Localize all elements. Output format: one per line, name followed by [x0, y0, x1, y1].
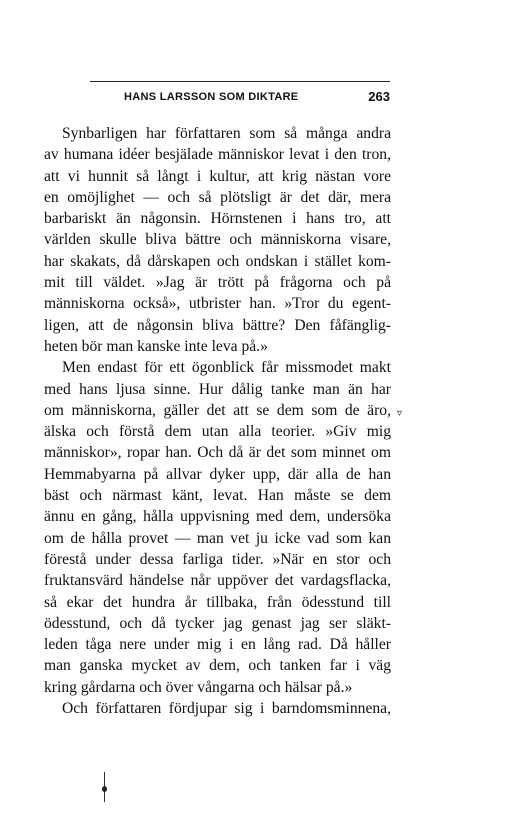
- text-line: världen skulle bliva bättre och människorna visare,: [44, 231, 391, 249]
- text-line: att vi hunnit så långt i kultur, att krig nästan vore: [44, 167, 391, 185]
- text-line: människorna också», utbrister han. »Tror du egent-: [44, 295, 391, 313]
- text-line: Synbarligen har författaren som så många andra: [62, 125, 391, 142]
- text-line: människor», ropar han. Och då är det som minnet om: [44, 444, 391, 462]
- paragraph: [44, 357, 391, 698]
- paragraph: [44, 698, 391, 719]
- page-header: [44, 89, 391, 107]
- text-line: kring gårdarna och över vångarna och hälsar på.»: [44, 678, 353, 696]
- text-line: om människorna, gäller det att se dem som de äro,: [44, 401, 391, 419]
- text-line: om de hålla provet — man vet ju icke vad som kan: [44, 529, 391, 547]
- printer-mark-dot: [102, 786, 107, 792]
- text-line: barbariskt än någonsin. Hörnstenen i hans tro, att: [44, 210, 391, 228]
- text-line: förestå under dessa farliga tider. »När en stor och: [44, 550, 391, 568]
- text-line: så ekar det hundra år tillbaka, från ödesstund till: [44, 593, 391, 611]
- text-line: mit till väldet. »Jag är trött på frågorna och på: [44, 274, 391, 292]
- text-line: Men endast för ett ögonblick får missmodet makt: [62, 359, 391, 377]
- text-line: heten bör man kanske inte leva på.»: [44, 337, 268, 355]
- printer-mark-icon: [102, 772, 108, 802]
- margin-mark-icon: ▿: [397, 408, 403, 419]
- body-text: [44, 123, 391, 719]
- text-line: med hans ljusa sinne. Hur dålig tanke man än har: [44, 380, 391, 398]
- text-line: leden tåga nere under mig i en lång rad. Då håller: [44, 636, 391, 654]
- paragraph: [44, 123, 391, 357]
- text-line: fruktansvärd händelse når uppöver det vardagsflacka,: [44, 572, 391, 590]
- text-line: har skakats, då dårskapen och ondskan i stället kom-: [44, 252, 391, 270]
- page-number: 263: [368, 89, 390, 104]
- text-line: ligen, att de någonsin bliva bättre? Den fåfänglig-: [44, 316, 391, 334]
- text-line: en omöjlighet — och så plötsligt är det där, mera: [44, 188, 391, 206]
- text-line: bäst och närmast känt, levat. Han måste se dem: [44, 487, 391, 505]
- text-line: älska och förstå dem utan alla teorier. »Giv mig: [44, 423, 391, 441]
- text-line: av humana idéer besjälade människor levat i den tron,: [44, 146, 391, 164]
- text-line: Hemmabyarna på allvar dyker upp, där alla de han: [44, 465, 391, 483]
- text-line: Och författaren fördjupar sig i barndomsminnena,: [62, 700, 391, 718]
- text-line: man ganska mycket av dem, och tanken far i väg: [44, 657, 391, 675]
- text-line: ännu en gång, hålla uppvisning med dem, undersöka: [44, 508, 391, 526]
- header-rule: [90, 81, 390, 82]
- text-line: ödesstund, och då tycker jag genast jag ser släkt-: [44, 614, 391, 632]
- running-head: HANS LARSSON SOM DIKTARE: [124, 91, 299, 103]
